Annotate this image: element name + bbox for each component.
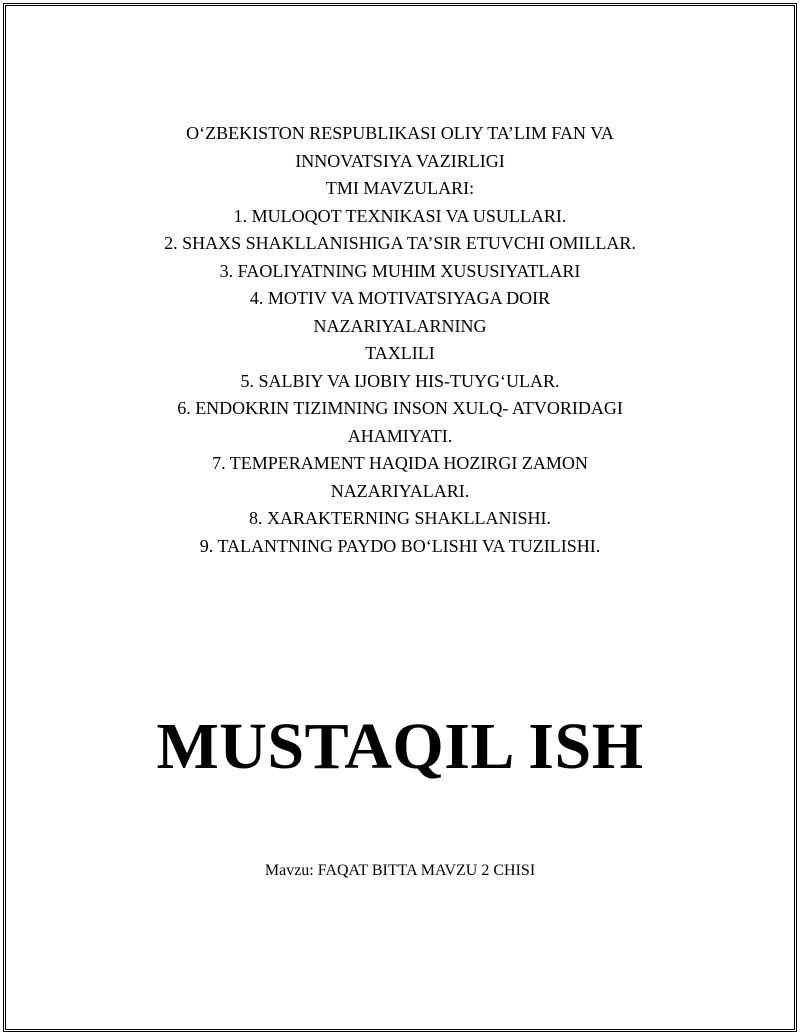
topic-line-5: NAZARIYALARNING [313,315,487,336]
ministry-line-1: O‘ZBEKISTON RESPUBLIKASI OLIY TA’LIM FAN VA [186,123,614,143]
ministry-line-2: INNOVATSIYA VAZIRLIGI [295,150,505,171]
topic-line-3: 3. FAOLIYATNING MUHIM XUSUSIYATLARI [219,260,581,281]
topic-line-11: NAZARIYALARI. [330,480,470,501]
topic-line-7: 5. SALBIY VA IJOBIY HIS-TUYG‘ULAR. [240,370,560,391]
header-block [0,120,800,560]
topic-line-13: 9. TALANTNING PAYDO BO‘LISHI VA TUZILISHI. [199,535,601,556]
topic-line-8: 6. ENDOKRIN TIZIMNING INSON XULQ- ATVORIDAGI [177,398,623,418]
topics-heading: TMI MAVZULARI: [325,178,475,198]
topic-line-12: 8. XARAKTERNING SHAKLLANISHI. [249,508,551,528]
topic-line-10: 7. TEMPERAMENT HAQIDA HOZIRGI ZAMON [212,453,588,473]
topic-line-1: 1. MULOQOT TEXNIKASI VA USULLARI. [233,205,567,226]
topic-line-9: AHAMIYATI. [347,425,453,446]
topic-line-2: 2. SHAXS SHAKLLANISHIGA TA’SIR ETUVCHI OMILLAR. [164,233,636,253]
topic-line-6: TAXLILI [365,343,435,363]
subject-line: Mavzu: FAQAT BITTA MAVZU 2 CHISI [264,862,536,879]
topic-line-4: 4. MOTIV VA MOTIVATSIYAGA DOIR [249,288,551,308]
main-title: MUSTAQIL ISH [156,710,644,783]
